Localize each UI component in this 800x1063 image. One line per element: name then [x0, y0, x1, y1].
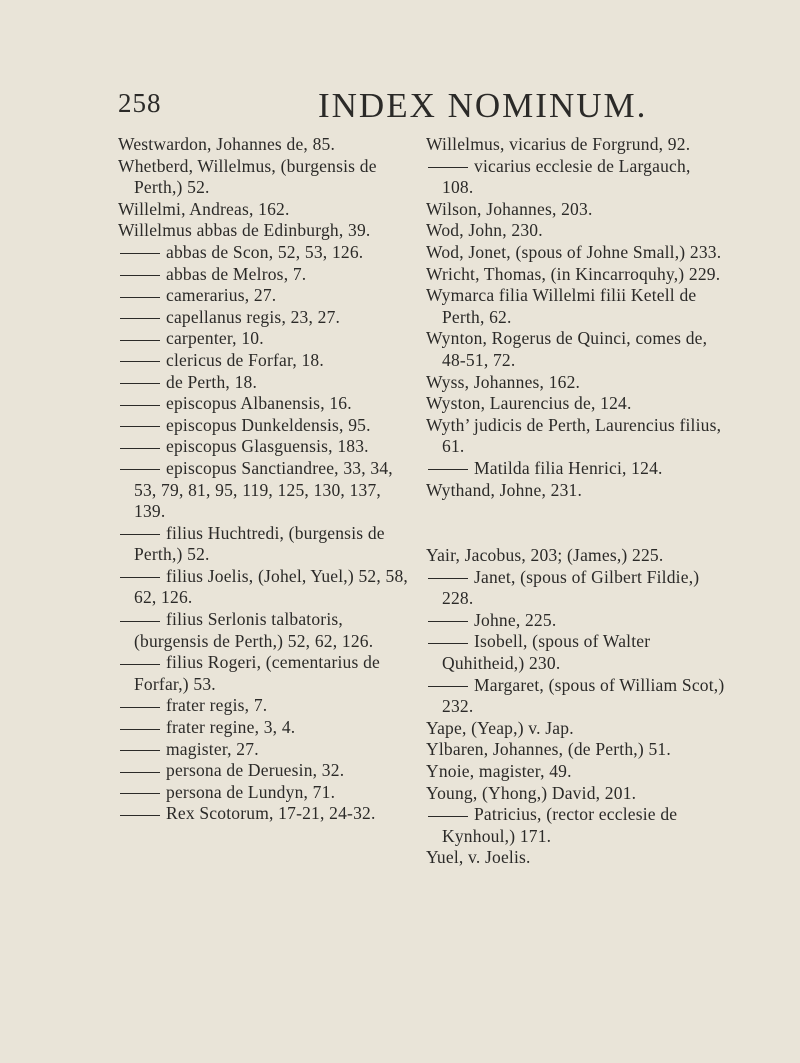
- index-entry-text: frater regine, 3, 4.: [166, 717, 296, 738]
- index-entry-text: Wilson, Johannes, 203.: [426, 198, 593, 219]
- index-entry: [426, 285, 726, 328]
- index-entry-text: filius Serlonis talbatoris, (burgensis de Perth,) 52, 62, 126.: [134, 609, 374, 651]
- index-entry-text: Wyston, Laurencius de, 124.: [426, 393, 632, 414]
- index-entry-text: frater regis, 7.: [166, 695, 268, 716]
- ditto-dash: [120, 340, 160, 341]
- index-entry: [118, 523, 410, 566]
- ditto-dash: [120, 793, 160, 794]
- index-entry: [426, 804, 726, 847]
- index-entry: [118, 739, 410, 761]
- index-entry-text: camerarius, 27.: [166, 285, 277, 306]
- index-entry-text: Yuel, v. Joelis.: [426, 847, 531, 868]
- index-entry-text: Young, (Yhong,) David, 201.: [426, 782, 637, 803]
- index-entry-text: magister, 27.: [166, 738, 259, 759]
- index-entry: [118, 199, 410, 221]
- ditto-dash: [428, 578, 468, 579]
- section-gap: [426, 501, 726, 523]
- index-entry-text: Wythand, Johne, 231.: [426, 479, 583, 500]
- ditto-dash: [120, 253, 160, 254]
- index-entry: [118, 566, 410, 609]
- ditto-dash: [428, 167, 468, 168]
- ditto-dash: [120, 448, 160, 449]
- index-entry-text: persona de Lundyn, 71.: [166, 781, 336, 802]
- index-entry: [118, 156, 410, 199]
- index-entry: [118, 372, 410, 394]
- index-entry-text: Johne, 225.: [474, 609, 557, 630]
- index-entry-text: carpenter, 10.: [166, 328, 264, 349]
- section-gap: [426, 523, 726, 545]
- index-entry-text: episcopus Dunkeldensis, 95.: [166, 414, 371, 435]
- index-entry: [118, 220, 410, 242]
- ditto-dash: [120, 534, 160, 535]
- index-entry: [118, 760, 410, 782]
- index-entry: [426, 134, 726, 156]
- index-entry: [426, 783, 726, 805]
- index-entry: [426, 156, 726, 199]
- index-entry: [118, 307, 410, 329]
- index-entry: [426, 264, 726, 286]
- index-entry-text: Willelmi, Andreas, 162.: [118, 198, 290, 219]
- index-entry: [426, 567, 726, 610]
- index-entry: [426, 610, 726, 632]
- index-entry: [426, 393, 726, 415]
- index-entry-text: Ynoie, magister, 49.: [426, 761, 572, 782]
- index-entry-text: Rex Scotorum, 17-21, 24-32.: [166, 803, 376, 824]
- index-section-w: [426, 134, 726, 501]
- index-section-y: [426, 545, 726, 869]
- index-entry: [426, 328, 726, 371]
- index-entry: [426, 761, 726, 783]
- index-entry: [118, 717, 410, 739]
- index-entry-text: Wynton, Rogerus de Quinci, comes de, 48-51, 72.: [426, 328, 708, 370]
- ditto-dash: [120, 750, 160, 751]
- index-entry-text: Margaret, (spous of William Scot,) 232.: [442, 674, 725, 717]
- index-entry: [118, 264, 410, 286]
- ditto-dash: [120, 318, 160, 319]
- ditto-dash: [120, 297, 160, 298]
- index-entry-text: Janet, (spous of Gilbert Fildie,) 228.: [442, 566, 700, 609]
- ditto-dash: [428, 469, 468, 470]
- ditto-dash: [120, 729, 160, 730]
- ditto-dash: [120, 275, 160, 276]
- index-entry: [118, 242, 410, 264]
- index-entry-text: episcopus Albanensis, 16.: [166, 393, 352, 414]
- ditto-dash: [120, 621, 160, 622]
- index-entry-text: filius Huchtredi, (burgensis de Perth,) 52.: [134, 522, 385, 565]
- index-entry-text: Ylbaren, Johannes, (de Perth,) 51.: [426, 739, 671, 760]
- index-entry: [426, 372, 726, 394]
- running-head: INDEX NOMINUM.: [318, 86, 648, 125]
- index-entry-text: Wyss, Johannes, 162.: [426, 371, 581, 392]
- ditto-dash: [428, 621, 468, 622]
- index-entry-text: Wricht, Thomas, (in Kincarroquhy,) 229.: [426, 263, 721, 284]
- index-entry: [118, 458, 410, 523]
- index-entry-text: episcopus Sanctiandree, 33, 34, 53, 79, 81, 95, 119, 125, 130, 137, 139.: [134, 457, 393, 522]
- index-entry: [426, 847, 726, 869]
- ditto-dash: [120, 577, 160, 578]
- index-entry: [118, 393, 410, 415]
- ditto-dash: [120, 469, 160, 470]
- index-entry: [426, 199, 726, 221]
- index-entry: [426, 415, 726, 458]
- index-entry: [118, 782, 410, 804]
- index-entry: [426, 242, 726, 264]
- index-entry-text: capellanus regis, 23, 27.: [166, 306, 341, 327]
- index-entry: [426, 718, 726, 740]
- index-entry: [118, 436, 410, 458]
- index-entry-text: Wod, John, 230.: [426, 220, 543, 241]
- page-number: 258: [118, 88, 162, 118]
- index-entry-text: Wymarca filia Willelmi filii Ketell de Perth, 62.: [426, 285, 697, 327]
- index-entry-text: Willelmus, vicarius de Forgrund, 92.: [426, 134, 691, 154]
- ditto-dash: [120, 383, 160, 384]
- index-entry-text: Willelmus abbas de Edinburgh, 39.: [118, 220, 371, 241]
- index-entry: [426, 480, 726, 502]
- index-entry-text: Whetberd, Willelmus, (burgensis de Perth,) 52.: [118, 155, 377, 198]
- index-entry-text: Westwardon, Johannes de, 85.: [118, 134, 336, 154]
- index-entry-text: persona de Deruesin, 32.: [166, 760, 345, 781]
- ditto-dash: [428, 816, 468, 817]
- left-index-column: [118, 134, 410, 825]
- index-entry: [426, 458, 726, 480]
- index-entry-text: clericus de Forfar, 18.: [166, 349, 324, 370]
- ditto-dash: [120, 664, 160, 665]
- index-entry: [426, 631, 726, 674]
- index-entry: [118, 652, 410, 695]
- ditto-dash: [120, 772, 160, 773]
- index-entry: [118, 695, 410, 717]
- index-entry-text: Patricius, (rector ecclesie de Kynhoul,) 171.: [442, 804, 678, 846]
- ditto-dash: [428, 686, 468, 687]
- ditto-dash: [120, 815, 160, 816]
- ditto-dash: [120, 361, 160, 362]
- index-entry-text: Isobell, (spous of Walter Quhitheid,) 230.: [442, 631, 651, 674]
- index-entry-text: Wod, Jonet, (spous of Johne Small,) 233.: [426, 241, 722, 262]
- index-entry-text: vicarius ecclesie de Largauch, 108.: [442, 155, 691, 198]
- index-entry-text: Yape, (Yeap,) v. Jap.: [426, 717, 574, 738]
- right-index-column: [426, 134, 726, 869]
- ditto-dash: [120, 426, 160, 427]
- index-entry: [118, 328, 410, 350]
- index-entry: [118, 415, 410, 437]
- index-entry: [426, 545, 726, 567]
- page-header: [118, 88, 718, 128]
- index-entry-text: episcopus Glasguensis, 183.: [166, 436, 369, 457]
- index-entry-text: abbas de Melros, 7.: [166, 263, 307, 284]
- index-entry-text: Yair, Jacobus, 203; (James,) 225.: [426, 545, 664, 566]
- index-entry: [426, 220, 726, 242]
- index-entry: [426, 739, 726, 761]
- index-entry: [118, 134, 410, 156]
- index-entry-text: filius Joelis, (Johel, Yuel,) 52, 58, 62, 126.: [134, 565, 409, 608]
- index-entry: [118, 285, 410, 307]
- index-entry: [118, 609, 410, 652]
- index-entry-text: filius Rogeri, (cementarius de Forfar,) 53.: [134, 652, 380, 694]
- index-entry-text: de Perth, 18.: [166, 371, 258, 392]
- index-entry: [426, 675, 726, 718]
- ditto-dash: [120, 707, 160, 708]
- ditto-dash: [120, 405, 160, 406]
- ditto-dash: [428, 643, 468, 644]
- index-entry: [118, 803, 410, 825]
- index-entry-text: abbas de Scon, 52, 53, 126.: [166, 241, 364, 262]
- index-entry-text: Matilda filia Henrici, 124.: [474, 457, 663, 478]
- index-entry-text: Wyth’ judicis de Perth, Laurencius filius, 61.: [426, 414, 722, 457]
- index-entry: [118, 350, 410, 372]
